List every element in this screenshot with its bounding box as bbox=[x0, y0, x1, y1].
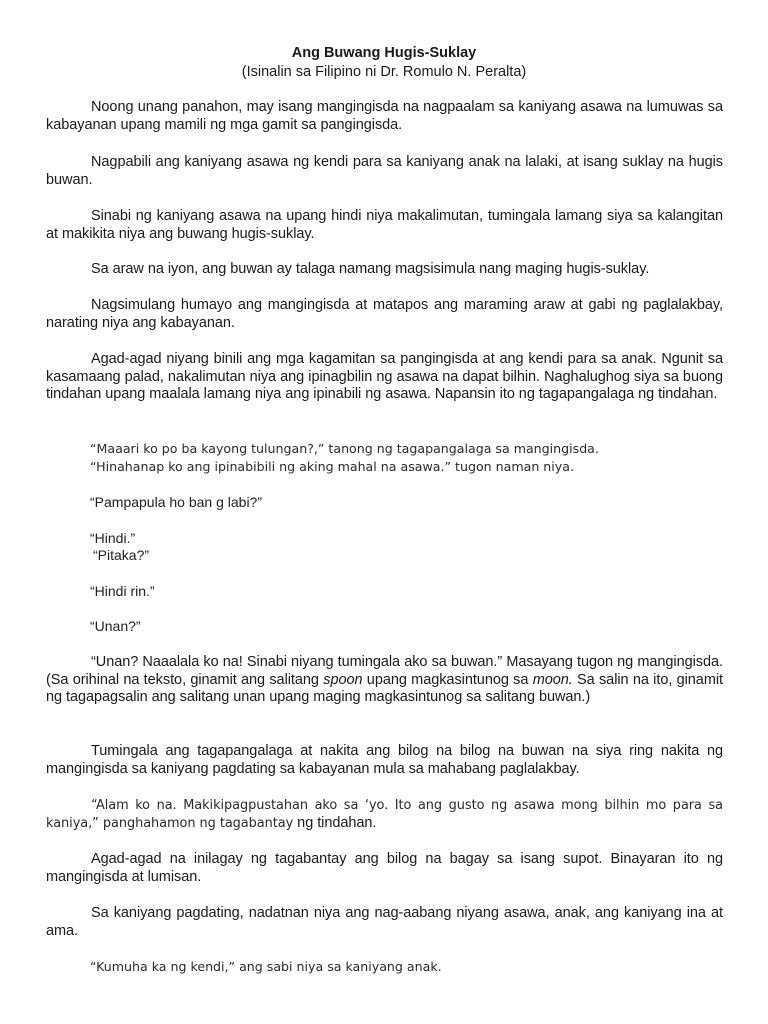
word-spoon: spoon bbox=[323, 671, 363, 688]
dialogue-line-2: “Hinahanap ko ang ipinabibili ng aking mahal na asawa.” tugon naman niya. bbox=[90, 459, 574, 474]
paragraph-2: Nagpabili ang kaniyang asawa ng kendi para sa kaniyang anak na lalaki, at isang suklay na hugis buwan. bbox=[46, 154, 723, 188]
paragraph-9-part-1: “Alam ko na. Makikipagpustahan ako sa ‘yo. Ito ang gusto ng asawa mong bilhin mo para sa kaniya,” panghahamon ng tagabantay bbox=[46, 798, 723, 831]
dialogue-line-3: “Pampapula ho ban g labi?” bbox=[90, 494, 263, 510]
dialogue-line-5: “Pitaka?” bbox=[93, 547, 150, 563]
paragraph-3: Sinabi ng kaniyang asawa na upang hindi niya makalimutan, tumingala lamang siya sa kalangitan at makikita niya ang buwang hugis-suklay. bbox=[46, 208, 723, 242]
paragraph-6: Agad-agad niyang binili ang mga kagamitan sa pangingisda at ang kendi para sa anak. Ngunit sa kasamaang palad, nakalimutan niya ang ipinagbilin ng asawa na dapat bilhin. Naghalughog siya sa buong tindahan upang maalala lamang niya ang ipinabili ng asawa. Napansin ito ng tagapangalaga ng tindahan. bbox=[46, 351, 723, 403]
paragraph-5: Nagsimulang humayo ang mangingisda at matapos ang maraming araw at gabi ng paglalakbay, narating niya ang kabayanan. bbox=[46, 297, 723, 331]
paragraph-7 bbox=[46, 654, 723, 707]
paragraph-1: Noong unang panahon, may isang mangingisda na nagpaalam sa kaniyang asawa na lumuwas sa kabayanan upang mamili ng mga gamit sa pangingisda. bbox=[46, 99, 723, 133]
paragraph-9-part-2: ng tindahan. bbox=[293, 814, 377, 831]
paragraph-11: Sa kaniyang pagdating, nadatnan niya ang nag-aabang niyang asawa, anak, ang kaniyang ina at ama. bbox=[46, 905, 723, 939]
paragraph-7-part-3: Sa salin na ito, ginamit ng tagapagsalin ang salitang unan upang maging magkasintunog sa salitang buwan.) bbox=[46, 671, 723, 706]
paragraph-7-part-2: upang magkasintunog sa bbox=[362, 671, 533, 688]
dialogue-line-6: “Hindi rin.” bbox=[90, 583, 155, 599]
document-subtitle: (Isinalin sa Filipino ni Dr. Romulo N. Peralta) bbox=[241, 64, 527, 80]
paragraph-9 bbox=[46, 797, 723, 832]
dialogue-line-1: “Maaari ko po ba kayong tulungan?,” tanong ng tagapangalaga sa mangingisda. bbox=[90, 441, 599, 456]
dialogue-line-8: “Kumuha ka ng kendi,” ang sabi niya sa kaniyang anak. bbox=[90, 959, 442, 974]
word-moon: moon. bbox=[532, 671, 573, 688]
paragraph-7-part-1: “Unan? Naaalala ko na! Sinabi niyang tumingala ako sa buwan.” Masayang tugon ng mangingisda. (Sa orihinal na teksto, ginamit ang salitang bbox=[46, 654, 723, 688]
paragraph-4: Sa araw na iyon, ang buwan ay talaga namang magsisimula nang maging hugis-suklay. bbox=[91, 261, 650, 277]
dialogue-line-4: “Hindi.” bbox=[90, 530, 136, 546]
paragraph-10: Agad-agad na inilagay ng tagabantay ang bilog na bagay sa isang supot. Binayaran ito ng mangingisda at lumisan. bbox=[46, 851, 723, 885]
document-title: Ang Buwang Hugis-Suklay bbox=[291, 45, 477, 61]
dialogue-line-7: “Unan?” bbox=[90, 618, 141, 634]
paragraph-8: Tumingala ang tagapangalaga at nakita ang bilog na bilog na buwan na siya ring nakita ng mangingisda sa kaniyang pagdating sa kabayanan mula sa mahabang paglalakbay. bbox=[46, 743, 723, 777]
